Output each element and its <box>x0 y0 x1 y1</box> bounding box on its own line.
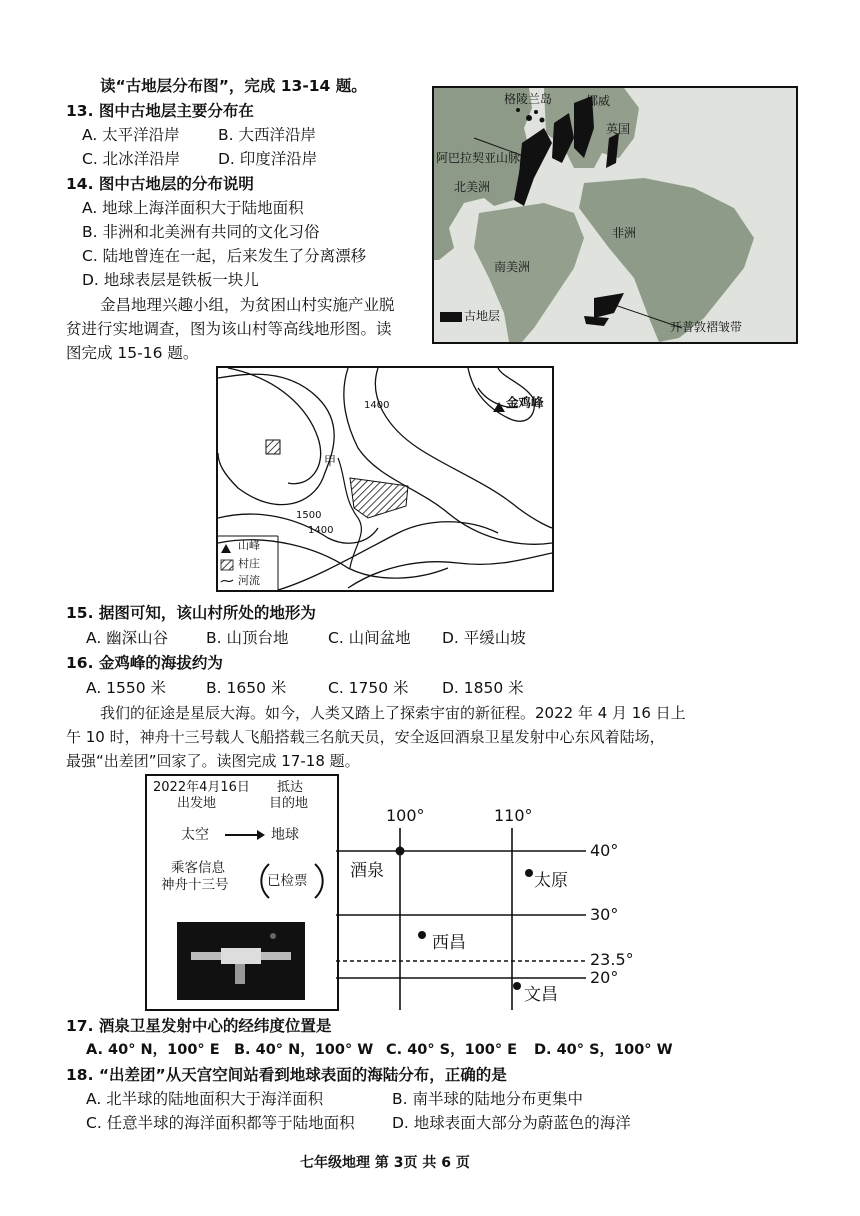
place-xichang: 西昌 <box>432 933 466 953</box>
contour-label-1500: 1500 <box>296 510 322 521</box>
label-norway: 挪威 <box>586 94 611 108</box>
lat-label-40: 40° <box>590 841 619 860</box>
q13-option-a[interactable]: A. 太平洋沿岸 <box>82 126 180 144</box>
ticket-from: 太空 <box>181 827 209 843</box>
q14-option-c[interactable]: C. 陆地曾连在一起，后来发生了分离漂移 <box>82 247 367 265</box>
legend-strata: 古地层 <box>464 309 501 323</box>
ticket-passenger-label: 乘客信息 <box>171 860 225 876</box>
ticket-date: 2022年4月16日 <box>153 780 250 795</box>
intro-17-18-line1: 我们的征途是星辰大海。如今，人类又踏上了探索宇宙的新征程。2022 年 4 月 16 日上 <box>100 704 686 722</box>
q17-option-a[interactable]: A. 40° N，100° E <box>86 1042 220 1058</box>
ticket-arrive-top: 抵达 <box>277 780 304 795</box>
intro-15-16-line1: 金昌地理兴趣小组，为贫困山村实施产业脱 <box>100 296 395 314</box>
ticket-arrive-label: 目的地 <box>269 796 309 811</box>
xichang-dot <box>418 931 426 939</box>
q16-option-b[interactable]: B. 1650 米 <box>206 679 287 697</box>
intro-17-18-line3: 最强“出差团”回家了。读图完成 17-18 题。 <box>66 752 360 770</box>
q15-option-a[interactable]: A. 幽深山谷 <box>86 629 169 647</box>
q18-option-d[interactable]: D. 地球表面大部分为蔚蓝色的海洋 <box>392 1114 631 1132</box>
page-footer: 七年级地理 第 3页 共 6 页 <box>300 1155 470 1171</box>
wenchang-dot <box>513 982 521 990</box>
ticket-to: 地球 <box>271 827 299 843</box>
label-greenland: 格陵兰岛 <box>504 92 553 106</box>
q18-option-a[interactable]: A. 北半球的陆地面积大于海洋面积 <box>86 1090 324 1108</box>
q15-option-b[interactable]: B. 山顶台地 <box>206 629 289 647</box>
jiuquan-dot <box>396 847 405 856</box>
q14-option-a[interactable]: A. 地球上海洋面积大于陆地面积 <box>82 199 304 217</box>
lat-label-20: 20° <box>590 968 619 987</box>
lon-label-110: 110° <box>494 806 533 825</box>
q16-option-d[interactable]: D. 1850 米 <box>442 679 524 697</box>
q15-stem: 15. 据图可知，该山村所处的地形为 <box>66 604 316 622</box>
q13-option-d[interactable]: D. 印度洋沿岸 <box>218 150 318 168</box>
space-station-photo <box>177 922 305 1000</box>
legend-peak: 山峰 <box>238 539 260 552</box>
legend-river: 河流 <box>238 574 260 587</box>
q17-option-d[interactable]: D. 40° S，100° W <box>534 1042 673 1058</box>
village-main <box>350 478 408 518</box>
intro-15-16-line2: 贫进行实地调查，图为该山村等高线地形图。读 <box>66 320 392 338</box>
label-africa: 非洲 <box>612 226 637 240</box>
intro-17-18-line2: 午 10 时，神舟十三号载人飞船搭载三名航天员，安全返回酒泉卫星发射中心东风着陆场， <box>66 728 665 746</box>
label-south-america: 南美洲 <box>494 260 531 274</box>
contour-label-1400-top: 1400 <box>364 400 390 411</box>
label-cape-fold-belt: 开普敦褶皱带 <box>670 320 743 334</box>
q15-option-d[interactable]: D. 平缓山坡 <box>442 629 526 647</box>
q16-stem: 16. 金鸡峰的海拔约为 <box>66 654 223 672</box>
q13-option-b[interactable]: B. 大西洋沿岸 <box>218 126 316 144</box>
q13-option-c[interactable]: C. 北冰洋沿岸 <box>82 150 181 168</box>
q16-option-c[interactable]: C. 1750 米 <box>328 679 409 697</box>
q18-option-b[interactable]: B. 南半球的陆地分布更集中 <box>392 1090 583 1108</box>
lat-label-30: 30° <box>590 905 619 924</box>
peak-label: 金鸡峰 <box>506 395 544 410</box>
contour-map <box>216 366 554 592</box>
village-small <box>266 440 280 454</box>
place-taiyuan: 太原 <box>534 871 568 891</box>
label-appalachian: 阿巴拉契亚山脉 <box>436 151 521 165</box>
intro-15-16-line3: 图完成 15-16 题。 <box>66 344 199 362</box>
lat-lon-grid <box>336 800 666 1010</box>
fossil-strata-map <box>432 86 798 344</box>
q14-option-d[interactable]: D. 地球表层是铁板一块儿 <box>82 271 259 289</box>
ticket-passenger: 神舟十三号 <box>161 877 229 893</box>
q17-option-b[interactable]: B. 40° N，100° W <box>234 1042 374 1058</box>
place-jiuquan: 酒泉 <box>350 861 384 881</box>
q14-option-b[interactable]: B. 非洲和北美洲有共同的文化习俗 <box>82 223 320 241</box>
q16-option-a[interactable]: A. 1550 米 <box>86 679 167 697</box>
arrow-right-icon <box>225 830 265 840</box>
q17-stem: 17. 酒泉卫星发射中心的经纬度位置是 <box>66 1017 332 1035</box>
ticket-stamp: 已检票 <box>267 873 308 889</box>
ticket-depart-label: 出发地 <box>177 796 217 811</box>
lon-label-100: 100° <box>386 806 425 825</box>
q18-stem: 18. “出差团”从天宫空间站看到地球表面的海陆分布，正确的是 <box>66 1066 507 1084</box>
point-jia: 甲 <box>324 454 337 468</box>
q15-option-c[interactable]: C. 山间盆地 <box>328 629 411 647</box>
q14-stem: 14. 图中古地层的分布说明 <box>66 175 254 193</box>
intro-13-14: 读“古地层分布图”，完成 13-14 题。 <box>100 77 367 95</box>
q13-stem: 13. 图中古地层主要分布在 <box>66 102 254 120</box>
contour-label-1400-bottom: 1400 <box>308 525 334 536</box>
legend-village: 村庄 <box>238 557 260 570</box>
lat-label-23-5: 23.5° <box>590 950 634 969</box>
label-north-america: 北美洲 <box>454 180 491 194</box>
taiyuan-dot <box>525 869 533 877</box>
q18-option-c[interactable]: C. 任意半球的海洋面积都等于陆地面积 <box>86 1114 355 1132</box>
place-wenchang: 文昌 <box>524 985 558 1005</box>
peak-icon <box>493 402 505 412</box>
q17-option-c[interactable]: C. 40° S，100° E <box>386 1042 518 1058</box>
label-uk: 英国 <box>606 122 631 136</box>
space-ticket <box>145 774 339 1011</box>
